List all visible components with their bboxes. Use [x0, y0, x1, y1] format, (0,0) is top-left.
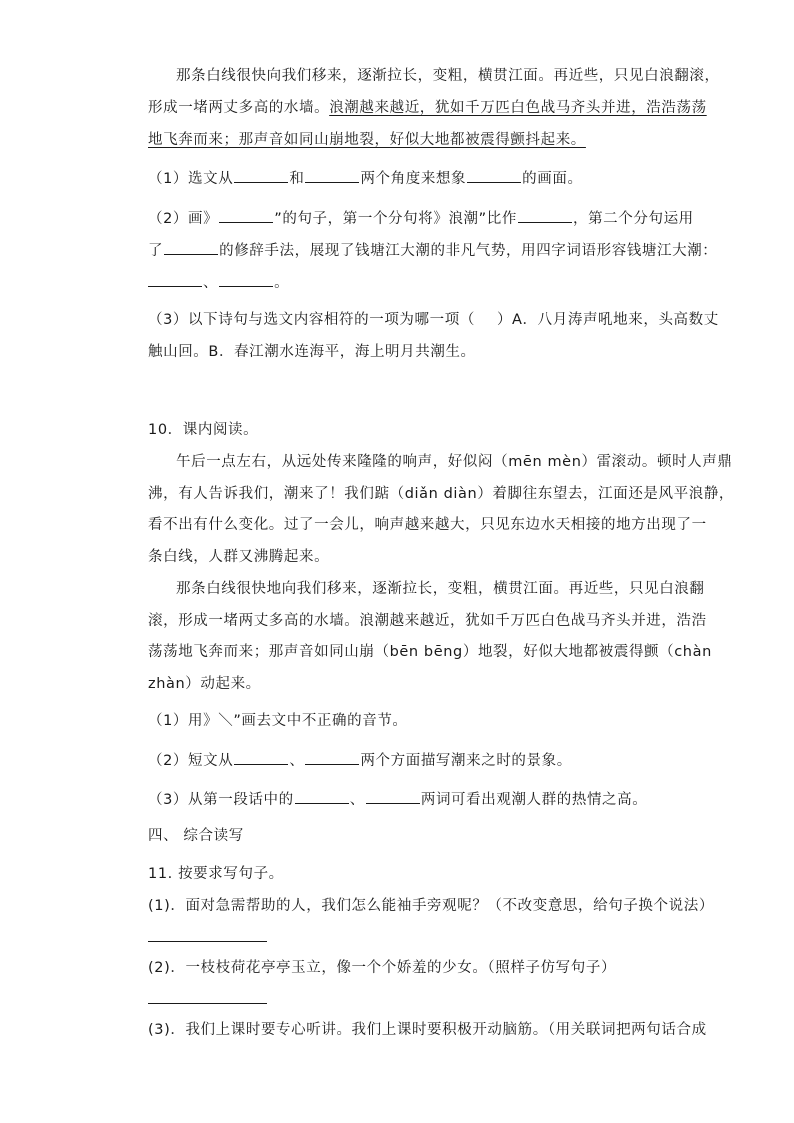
q2-text-b: ”的句子，第一个分句将》浪潮”比作 — [274, 211, 517, 227]
q10-s2-text-b: 、 — [289, 753, 305, 769]
question-11-item-1: (1)．面对急需帮助的人，我们怎么能袖手旁观呢？（不改变意思，给句子换个说法） — [148, 898, 714, 914]
question-2-line-1 — [148, 208, 694, 229]
q1-text-b: 和 — [289, 171, 305, 187]
q10-s3-text-c: 两词可看出观潮人群的热情之高。 — [420, 792, 648, 808]
passage2-line-4: 条白线，人群又沸腾起来。 — [148, 549, 330, 565]
question-2-line-2 — [148, 240, 717, 261]
q10-s3-text-b: 、 — [349, 792, 365, 808]
passage1-line-1: 那条白线很快向我们移来，逐渐拉长，变粗，横贯江面。再近些，只见白浪翻滚， — [176, 68, 720, 84]
passage2-line-7: 荡荡地飞奔而来；那声音如同山崩（bēn bēng）地裂，好似大地都被震得颤（chàn — [148, 644, 712, 660]
question-11-item-3: (3)．我们上课时要专心听讲。我们上课时要积极开动脑筋。（用关联词把两句话合成 — [148, 1022, 707, 1038]
q10-s2-text-a: （2）短文从 — [148, 753, 234, 769]
q2-text-f: 、 — [203, 275, 219, 291]
question-3-line-2: 触山回。B．春江潮水连海平，海上明月共潮生。 — [148, 344, 476, 360]
q2-text-g: 。 — [274, 275, 290, 291]
q3-text-b: ）A．八月涛声吼地来，头高数丈 — [496, 312, 719, 328]
q2-text-c: ，第二个分句运用 — [572, 211, 694, 227]
answer-blank[interactable] — [305, 168, 359, 183]
question-2-line-3 — [148, 272, 289, 293]
passage2-line-6: 滚，形成一堵两丈多高的水墙。浪潮越来越近，犹如千万匹白色战马齐头并进，浩浩 — [148, 613, 707, 629]
answer-blank[interactable] — [305, 750, 359, 765]
passage2-line-3: 看不出有什么变化。过了一会儿，响声越来越大，只见东边水天相接的地方出现了一 — [148, 517, 707, 533]
passage2-line-8: zhàn）动起来。 — [148, 676, 261, 692]
answer-blank[interactable] — [234, 750, 288, 765]
question-10-title: 10．课内阅读。 — [148, 422, 259, 438]
q2-text-a: （2）画》 — [148, 211, 219, 227]
question-11-item-2: (2)．一枝枝荷花亭亭玉立，像一个个娇羞的少女。（照样子仿写句子） — [148, 960, 617, 976]
answer-blank[interactable] — [148, 272, 202, 287]
answer-blank[interactable] — [219, 208, 273, 223]
answer-line[interactable] — [148, 1003, 267, 1004]
q10-s2-text-c: 两个方面描写潮来之时的景象。 — [360, 753, 572, 769]
q1-text-d: 的画面。 — [522, 171, 583, 187]
q1-text-a: （1）选文从 — [148, 171, 234, 187]
passage1-underlined-sentence-part-2: 地飞奔而来；那声音如同山崩地裂，好似大地都被震得颤抖起来。 — [148, 132, 586, 148]
question-1 — [148, 168, 583, 189]
question-10-sub-1: （1）用》＼”画去文中不正确的音节。 — [148, 713, 408, 729]
answer-blank[interactable] — [518, 208, 572, 223]
question-3-line-1 — [148, 310, 719, 330]
q2-text-d: 了 — [148, 243, 164, 259]
answer-blank[interactable] — [234, 168, 288, 183]
passage1-underlined-sentence-part-1: 浪潮越来越近，犹如千万匹白色战马齐头并进，浩浩荡荡 — [329, 100, 707, 116]
answer-blank[interactable] — [164, 240, 218, 255]
q1-text-c: 两个角度来想象 — [360, 171, 467, 187]
question-10-sub-2 — [148, 750, 572, 771]
passage2-line-1: 午后一点左右，从远处传来隆隆的响声，好似闷（mēn mèn）雷滚动。顿时人声鼎 — [176, 454, 733, 470]
answer-blank[interactable] — [467, 168, 521, 183]
passage2-line-2: 沸，有人告诉我们，潮来了！我们踮（diǎn diàn）着脚往东望去，江面还是风平浪静， — [148, 486, 735, 502]
section-4-heading: 四、 综合读写 — [148, 828, 244, 844]
q10-s3-text-a: （3）从第一段话中的 — [148, 792, 294, 808]
question-11-title: 11. 按要求写句子。 — [148, 866, 284, 882]
passage1-line-2-plain: 形成一堵两丈多高的水墙。 — [148, 100, 330, 116]
question-10-sub-3 — [148, 789, 647, 810]
answer-line[interactable] — [148, 941, 267, 942]
passage1-line-2 — [148, 98, 707, 118]
answer-blank[interactable] — [366, 789, 420, 804]
answer-blank[interactable] — [295, 789, 349, 804]
passage2-line-5: 那条白线很快地向我们移来，逐渐拉长，变粗，横贯江面。再近些，只见白浪翻 — [176, 581, 705, 597]
answer-blank[interactable] — [219, 272, 273, 287]
q3-text-a: （3）以下诗句与选文内容相符的一项为哪一项（ — [148, 312, 475, 328]
q2-text-e: 的修辞手法，展现了钱塘江大潮的非凡气势，用四字词语形容钱塘江大潮： — [219, 243, 718, 259]
